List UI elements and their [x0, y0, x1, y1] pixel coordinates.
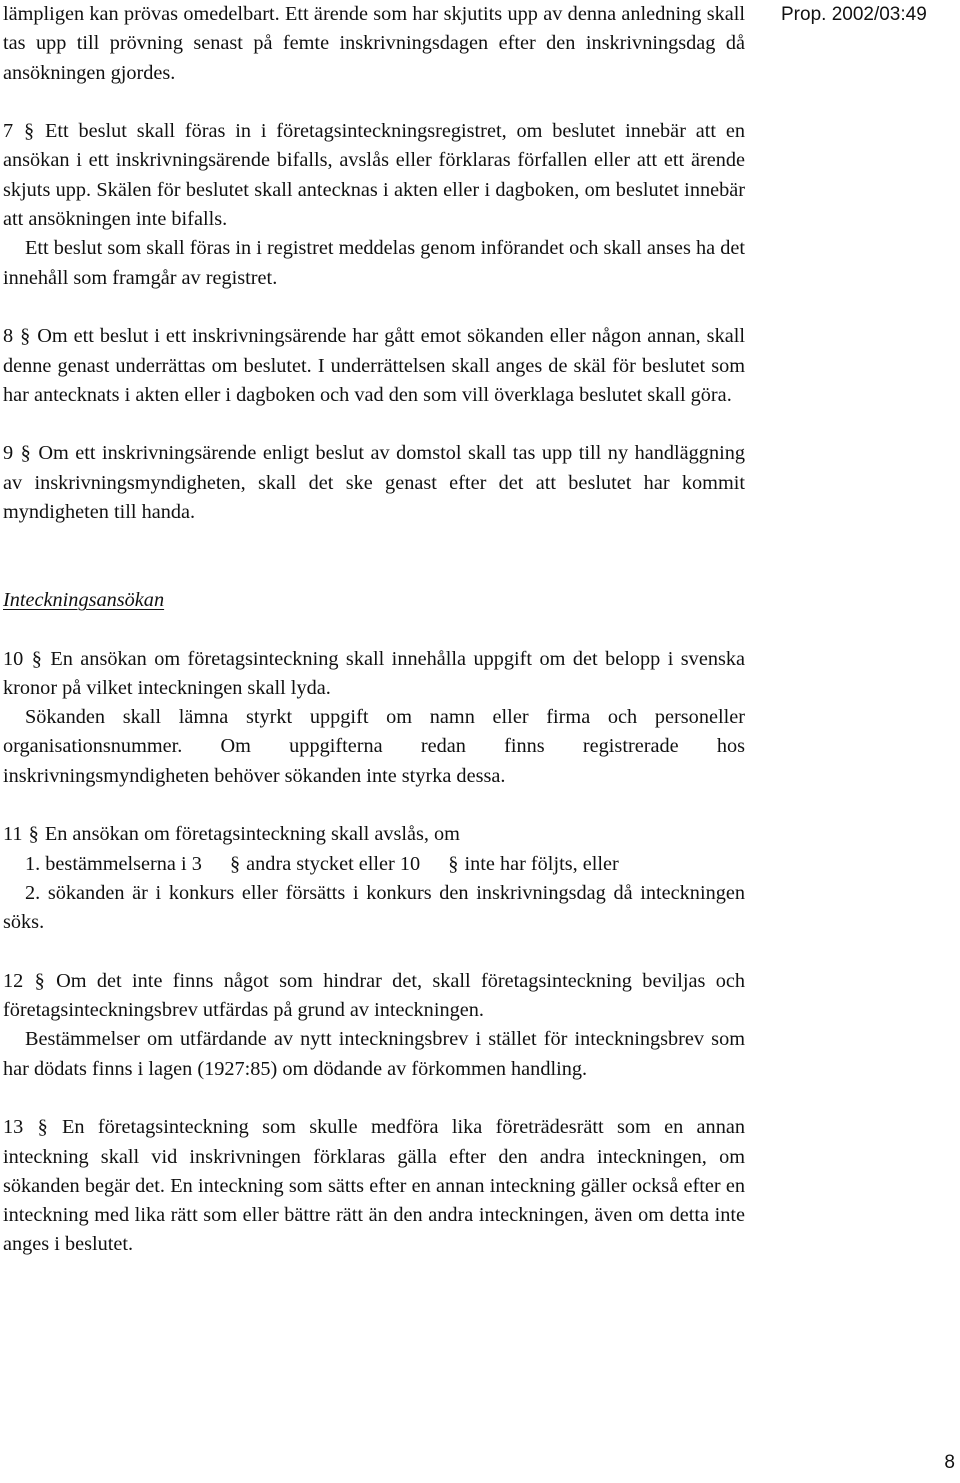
body-text — [3, 0, 745, 1260]
item-text-mid: andra stycket eller 10 — [246, 852, 421, 875]
spacer — [3, 557, 745, 586]
section-text: Om ett beslut i ett inskrivningsärende har gått emot sökanden eller någon annan, skall denne genast underrättas om beslutet. I underrättelsen skall anges de skäl för beslutet som har antecknats i akten eller i dagboken och vad den som vill överklaga beslutet skall göra. — [3, 325, 745, 406]
section-8-paragraph-1 — [3, 322, 745, 410]
section-sign: § — [229, 852, 241, 875]
spacer — [3, 1084, 745, 1113]
section-12-paragraph-2: Bestämmelser om utfärdande av nytt inteckningsbrev i stället för inteckningsbrev som har dödats finns i lagen (1927:85) om dödande av förkommen handling. — [3, 1028, 745, 1080]
section-sign: § — [31, 647, 42, 670]
spacer — [3, 615, 745, 644]
section-text: Om det inte finns något som hindrar det, skall företagsinteckning beviljas och företagsinteckningsbrev utfärdas på grund av inteckningen. — [3, 969, 746, 1022]
section-text: En ansökan om företagsinteckning skall innehålla uppgift om det belopp i svenska kronor på vilket inteckningen skall lyda. — [3, 647, 745, 699]
section-sign: § — [20, 442, 31, 465]
section-9-paragraph-1 — [3, 439, 745, 527]
section-11-item-1 — [3, 850, 745, 879]
spacer — [3, 293, 745, 322]
section-11-item-2: 2. sökanden är i konkurs eller försätts i konkurs den inskrivningsdag då inteckningen söks. — [3, 881, 745, 934]
section-11-lead — [3, 820, 745, 849]
proposition-reference: Prop. 2002/03:49 — [781, 4, 927, 25]
section-7-paragraph-2: Ett beslut som skall föras in i registret meddelas genom införandet och skall anses ha det innehåll som framgår av registret. — [3, 237, 745, 289]
section-number: 13 — [3, 1116, 24, 1139]
section-text: En företagsinteckning som skulle medföra lika företrädesrätt som en annan inteckning skall vid inskrivningen förklaras gälla efter den andra inteckningen, om sökanden begär det. En inteckning som sätts efter en annan inteckning gäller också efter en inteckning med lika rätt som eller bättre rätt än den andra inteckningen, även om detta inte anges i beslutet. — [3, 1116, 745, 1256]
spacer — [3, 88, 745, 117]
section-heading: Inteckningsansökan — [3, 588, 165, 611]
section-text: Ett beslut skall föras in i företagsinteckningsregistret, om beslutet innebär att en ansökan i ett inskrivningsärende bifalls, avslås eller förklaras förfallen eller att ett ärende skjuts upp. Skälen för beslutet skall antecknas i akten eller i dagboken, om beslutet innebär att ansökningen inte bifalls. — [3, 120, 746, 231]
item-text-post: inte har följts, eller — [464, 852, 619, 875]
section-number: 9 — [3, 442, 14, 465]
section-sign: § — [448, 852, 459, 875]
section-text: Om ett inskrivningsärende enligt beslut av domstol skall tas upp till ny handläggning av inskrivningsmyndigheten, skall det ske genast efter det att beslutet har kommit myndigheten till handa. — [3, 442, 745, 524]
intro-paragraph: lämpligen kan prövas omedelbart. Ett ärende som har skjutits upp av denna anledning skall tas upp till prövning senast på femte inskrivningsdagen efter den inskrivningsdag då ansökningen gjordes. — [3, 3, 745, 84]
section-sign: § — [34, 969, 45, 992]
section-number: 10 — [3, 647, 24, 670]
section-sign: § — [28, 823, 39, 846]
section-sign: § — [37, 1116, 48, 1139]
section-10-paragraph-1 — [3, 645, 745, 704]
item-text-pre: 1. bestämmelserna i 3 — [25, 852, 202, 875]
section-number: 7 — [3, 120, 14, 143]
section-13-paragraph-1 — [3, 1113, 745, 1259]
spacer — [3, 410, 745, 439]
spacer — [3, 791, 745, 820]
section-text: En ansökan om företagsinteckning skall avslås, om — [44, 823, 460, 846]
spacer — [3, 938, 745, 967]
section-12-paragraph-1 — [3, 967, 745, 1026]
section-number: 12 — [3, 969, 24, 992]
section-10-paragraph-2: Sökanden skall lämna styrkt uppgift om namn eller firma och personeller organisationsnummer. Om uppgifterna redan finns registrerade hos inskrivningsmyndigheten behöver sökanden inte styrka dessa. — [3, 706, 745, 787]
section-7-paragraph-1 — [3, 117, 745, 234]
section-sign: § — [23, 120, 35, 143]
spacer — [3, 527, 745, 556]
page-number: 8 — [944, 1452, 955, 1473]
section-number: 8 — [3, 325, 14, 348]
section-number: 11 — [3, 823, 23, 846]
section-sign: § — [20, 325, 31, 348]
